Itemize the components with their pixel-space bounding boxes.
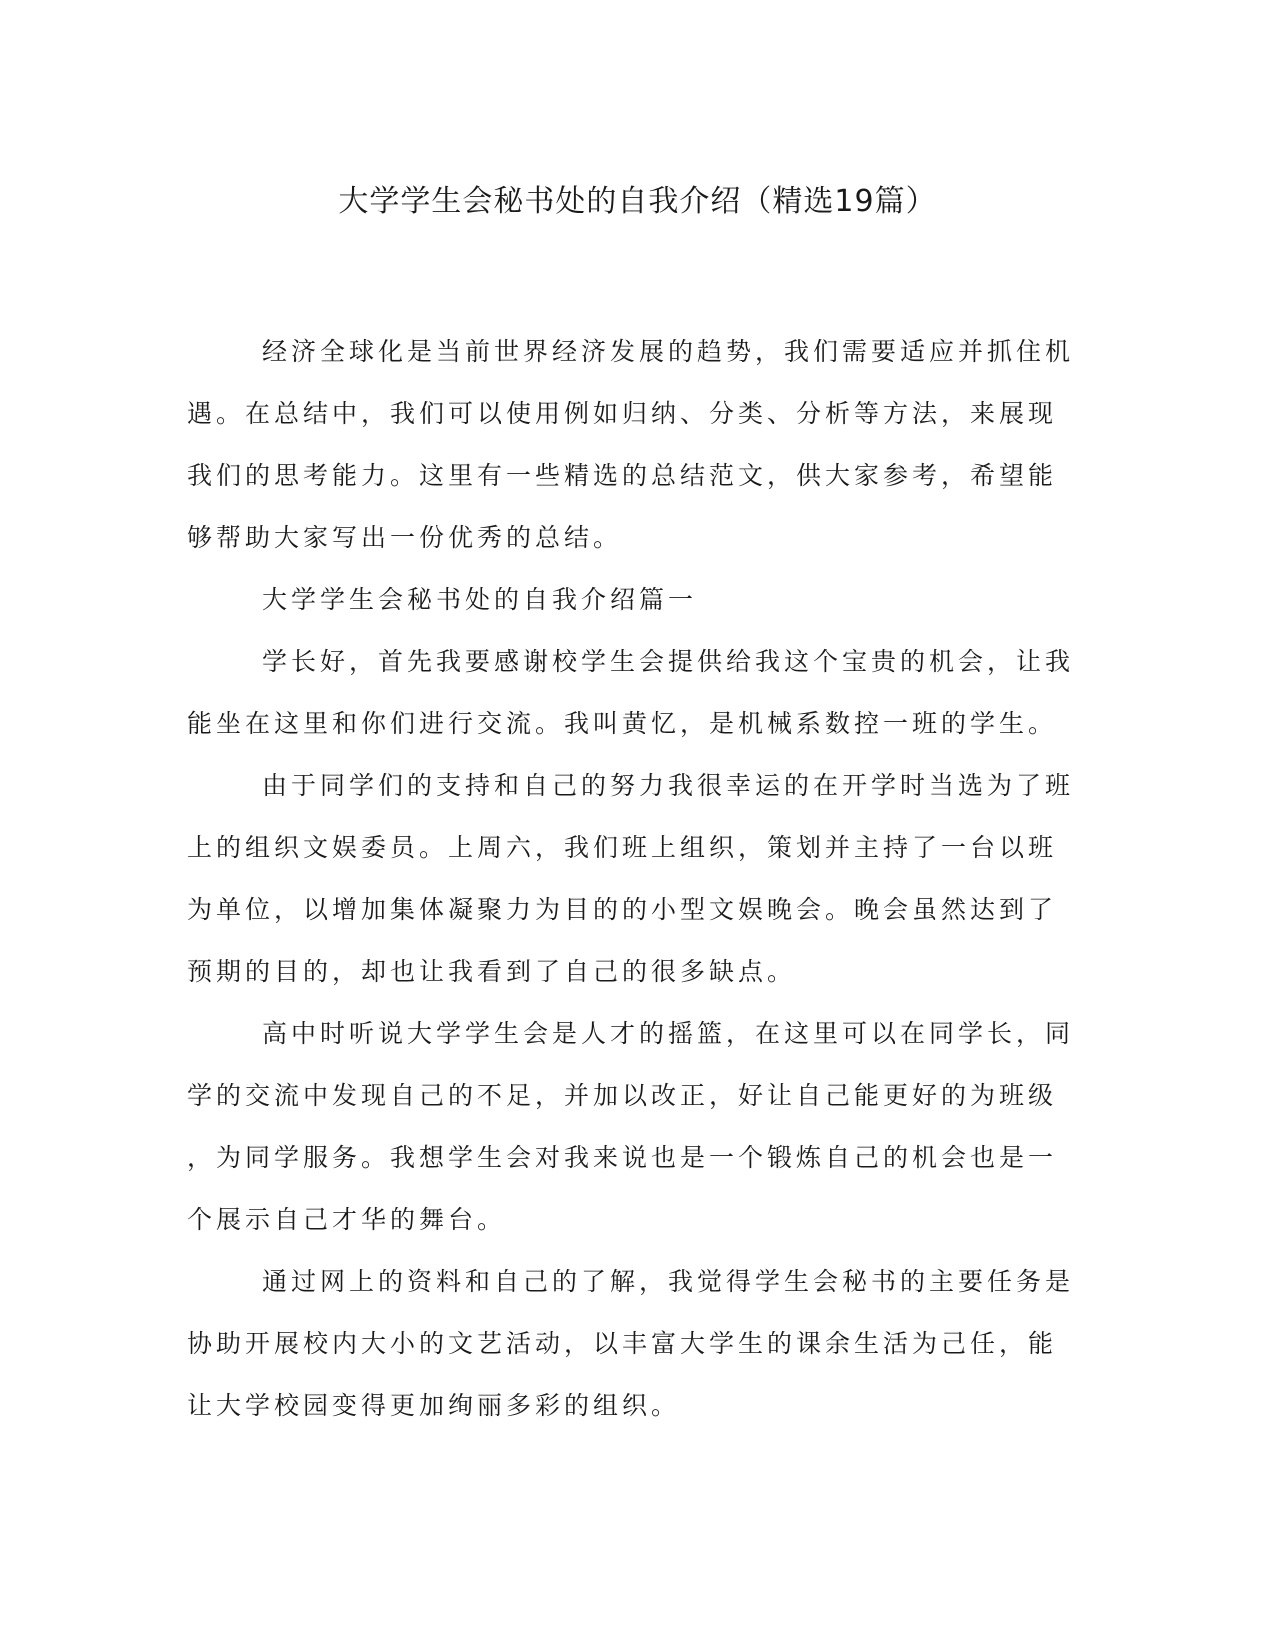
paragraph [187, 755, 1079, 1003]
paragraph [187, 631, 1079, 755]
text-line: 学长好，首先我要感谢校学生会提供给我这个宝贵的机会，让我 [262, 647, 1075, 676]
document-title: 大学学生会秘书处的自我介绍（精选19篇） [338, 184, 937, 219]
text-line: 能坐在这里和你们进行交流。我叫黄忆，是机械系数控一班的学生。 [187, 709, 1058, 738]
paragraph [187, 1003, 1079, 1251]
text-line: 协助开展校内大小的文艺活动，以丰富大学生的课余生活为己任，能 [187, 1329, 1058, 1358]
text-line: 为单位，以增加集体凝聚力为目的的小型文娱晚会。晚会虽然达到了 [187, 895, 1058, 924]
text-line: 个展示自己才华的舞台。 [187, 1205, 507, 1234]
text-line: 学的交流中发现自己的不足，并加以改正，好让自己能更好的为班级 [187, 1081, 1058, 1110]
text-line: 让大学校园变得更加绚丽多彩的组织。 [187, 1391, 681, 1420]
text-line: 预期的目的，却也让我看到了自己的很多缺点。 [187, 957, 797, 986]
section-heading [187, 569, 1079, 631]
text-line: 遇。在总结中，我们可以使用例如归纳、分类、分析等方法，来展现 [187, 399, 1058, 428]
document-body [187, 321, 1079, 1437]
text-line: 够帮助大家写出一份优秀的总结。 [187, 523, 623, 552]
paragraph [187, 1251, 1079, 1437]
text-line: 上的组织文娱委员。上周六，我们班上组织，策划并主持了一台以班 [187, 833, 1058, 862]
text-line: 由于同学们的支持和自己的努力我很幸运的在开学时当选为了班 [262, 771, 1075, 800]
text-line: 高中时听说大学学生会是人才的摇篮，在这里可以在同学长，同 [262, 1019, 1075, 1048]
text-line: ，为同学服务。我想学生会对我来说也是一个锻炼自己的机会也是一 [187, 1143, 1058, 1172]
text-line: 通过网上的资料和自己的了解，我觉得学生会秘书的主要任务是 [262, 1267, 1075, 1296]
text-line: 大学学生会秘书处的自我介绍篇一 [262, 585, 698, 614]
paragraph [187, 321, 1079, 569]
text-line: 经济全球化是当前世界经济发展的趋势，我们需要适应并抓住机 [262, 337, 1075, 366]
text-line: 我们的思考能力。这里有一些精选的总结范文，供大家参考，希望能 [187, 461, 1058, 490]
